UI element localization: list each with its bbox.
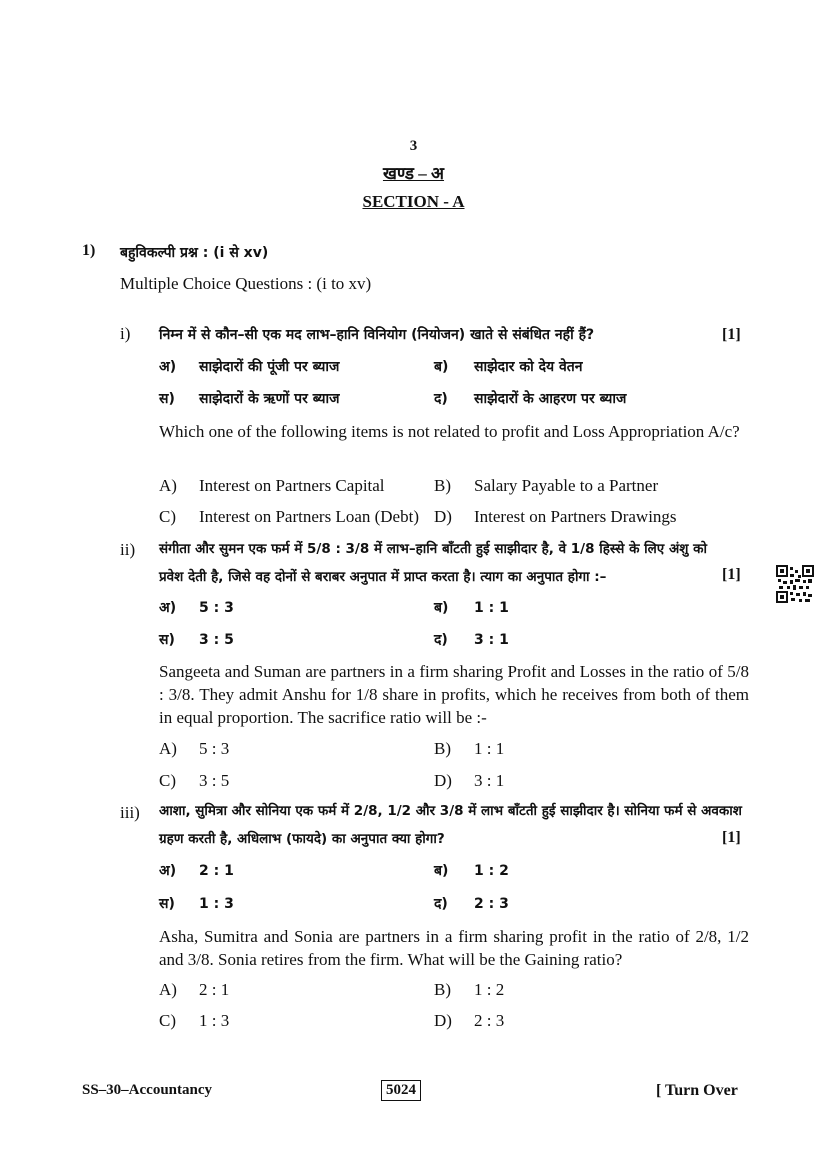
option-text: साझेदार को देय वेतन (474, 359, 583, 375)
page-number: 3 (409, 138, 418, 154)
option-text: 1 : 2 (474, 863, 509, 879)
option-text: साझेदारों की पूंजी पर ब्याज (199, 359, 340, 375)
option-letter: अ) (159, 359, 177, 375)
option-letter: अ) (159, 600, 177, 616)
q-i-english-option-d (434, 507, 677, 527)
option-text: 3 : 1 (474, 632, 509, 648)
q-iii-english-option-d (434, 1011, 504, 1031)
option-text: 3 : 5 (199, 771, 230, 790)
option-text: 5 : 3 (199, 739, 230, 758)
q-i-hindi-option-b (434, 357, 583, 376)
q-iii-marks: [1] (722, 829, 741, 846)
q-ii-english-option-d (434, 771, 504, 791)
option-letter: B) (434, 739, 451, 758)
q-i-label: i) (120, 324, 131, 343)
option-letter: B) (434, 980, 451, 999)
option-text: 1 : 3 (199, 896, 234, 912)
option-letter: स) (159, 391, 175, 407)
option-text: 1 : 3 (199, 1011, 230, 1030)
q-i-hindi: निम्न में से कौन–सी एक मद लाभ–हानि विनियोग (नियोजन) खाते से संबंधित नहीं हैं? (159, 327, 595, 343)
q-ii-english: Sangeeta and Suman are partners in a firm sharing Profit and Losses in the ratio of 5/8 : 3/8. They admit Anshu for 1/8 share in profits, which he receives from both of them in equal proportion. The sacrifice ratio will be :- (159, 662, 749, 727)
option-letter: स) (159, 632, 175, 648)
option-letter: A) (159, 980, 177, 999)
option-text: साझेदारों के आहरण पर ब्याज (474, 391, 627, 407)
q-i-hindi-option-d (434, 389, 626, 408)
option-text: Interest on Partners Capital (199, 476, 385, 495)
option-letter: द) (434, 896, 448, 912)
option-letter: A) (159, 739, 177, 758)
option-text: 5 : 3 (199, 600, 234, 616)
q-iii-english-option-a (159, 980, 229, 1000)
option-letter: द) (434, 391, 448, 407)
q-iii-hindi-option-d (434, 894, 509, 913)
option-letter: C) (159, 771, 176, 790)
q-iii-english-option-c (159, 1011, 229, 1031)
option-letter: ब) (434, 359, 449, 375)
q-ii-hindi-option-b (434, 598, 509, 617)
option-letter: ब) (434, 863, 449, 879)
option-letter: अ) (159, 863, 177, 879)
option-text: 2 : 3 (474, 896, 509, 912)
option-text: Interest on Partners Drawings (474, 507, 677, 526)
option-text: 2 : 1 (199, 980, 230, 999)
option-letter: D) (434, 507, 452, 526)
option-letter: B) (434, 476, 451, 495)
option-text: Salary Payable to a Partner (474, 476, 659, 495)
q-i-marks: [1] (722, 326, 741, 343)
q-ii-hindi-option-d (434, 630, 509, 649)
q-iii-hindi: आशा, सुमित्रा और सोनिया एक फर्म में 2/8, 1/2 और 3/8 में लाभ बाँटती हुई साझीदार है। सोनिया फर्म से अवकाश ग्रहण करती है, अधिलाभ (फायदे) का अनुपात क्या होगा? (159, 803, 742, 847)
code-box: 5024 (381, 1080, 421, 1101)
q-ii-hindi-option-a (159, 598, 234, 617)
option-letter: C) (159, 507, 176, 526)
option-letter: C) (159, 1011, 176, 1030)
option-letter: द) (434, 632, 448, 648)
qr-code-icon (776, 565, 814, 603)
q-iii-hindi-option-a (159, 861, 234, 880)
q-ii-english-option-c (159, 771, 229, 791)
q-ii-hindi-option-c (159, 630, 234, 649)
option-text: 3 : 1 (474, 771, 505, 790)
option-text: 3 : 5 (199, 632, 234, 648)
option-letter: ब) (434, 600, 449, 616)
option-text: 1 : 1 (474, 600, 509, 616)
turn-over: [ Turn Over (656, 1082, 738, 1099)
option-letter: D) (434, 771, 452, 790)
q-iii-english: Asha, Sumitra and Sonia are partners in a firm sharing profit in the ratio of 2/8, 1/2 and 3/8. Sonia retires from the firm. What will be the Gaining ratio? (159, 927, 749, 969)
q-iii-english-option-b (434, 980, 504, 1000)
hindi-section-text: खण्ड – अ (382, 164, 445, 183)
option-text: Interest on Partners Loan (Debt) (199, 507, 419, 526)
section-heading (0, 192, 827, 212)
option-text: 2 : 3 (474, 1011, 505, 1030)
q-i-english-option-a (159, 476, 385, 496)
q-ii-english-option-b (434, 739, 504, 759)
q-ii-label: ii) (120, 540, 136, 559)
q-i-english-option-c (159, 507, 419, 527)
q-ii-english-option-a (159, 739, 229, 759)
q-i-hindi-option-c (159, 389, 340, 408)
q-i-hindi-option-a (159, 357, 339, 376)
q-iii-hindi-option-b (434, 861, 509, 880)
option-text: 1 : 1 (474, 739, 505, 758)
q-iii-hindi-option-c (159, 894, 234, 913)
paper-code: SS–30–Accountancy (82, 1082, 213, 1098)
option-letter: A) (159, 476, 177, 495)
option-text: 1 : 2 (474, 980, 505, 999)
hindi-intro: बहुविकल्पी प्रश्न : (i से xv) (120, 245, 269, 261)
question-number: 1) (82, 242, 96, 259)
q-i-english-option-b (434, 476, 658, 496)
english-intro: Multiple Choice Questions : (i to xv) (120, 274, 372, 293)
section-text: SECTION - A (362, 192, 465, 211)
hindi-section-heading (0, 161, 827, 184)
option-text: 2 : 1 (199, 863, 234, 879)
q-ii-marks: [1] (722, 566, 741, 583)
q-iii-label: iii) (120, 803, 140, 822)
option-text: साझेदारों के ऋणों पर ब्याज (199, 391, 340, 407)
q-ii-hindi: संगीता और सुमन एक फर्म में 5/8 : 3/8 में लाभ–हानि बाँटती हुई साझीदार है, वे 1/8 हिस्से के लिए अंशु को प्रवेश देती है, जिसे वह दोनों से बराबर अनुपात में प्राप्त करता है। त्याग का अनुपात होगा :– (159, 541, 708, 585)
option-letter: स) (159, 896, 175, 912)
option-letter: D) (434, 1011, 452, 1030)
q-i-english: Which one of the following items is not related to profit and Loss Appropriation A/c? (159, 422, 740, 441)
